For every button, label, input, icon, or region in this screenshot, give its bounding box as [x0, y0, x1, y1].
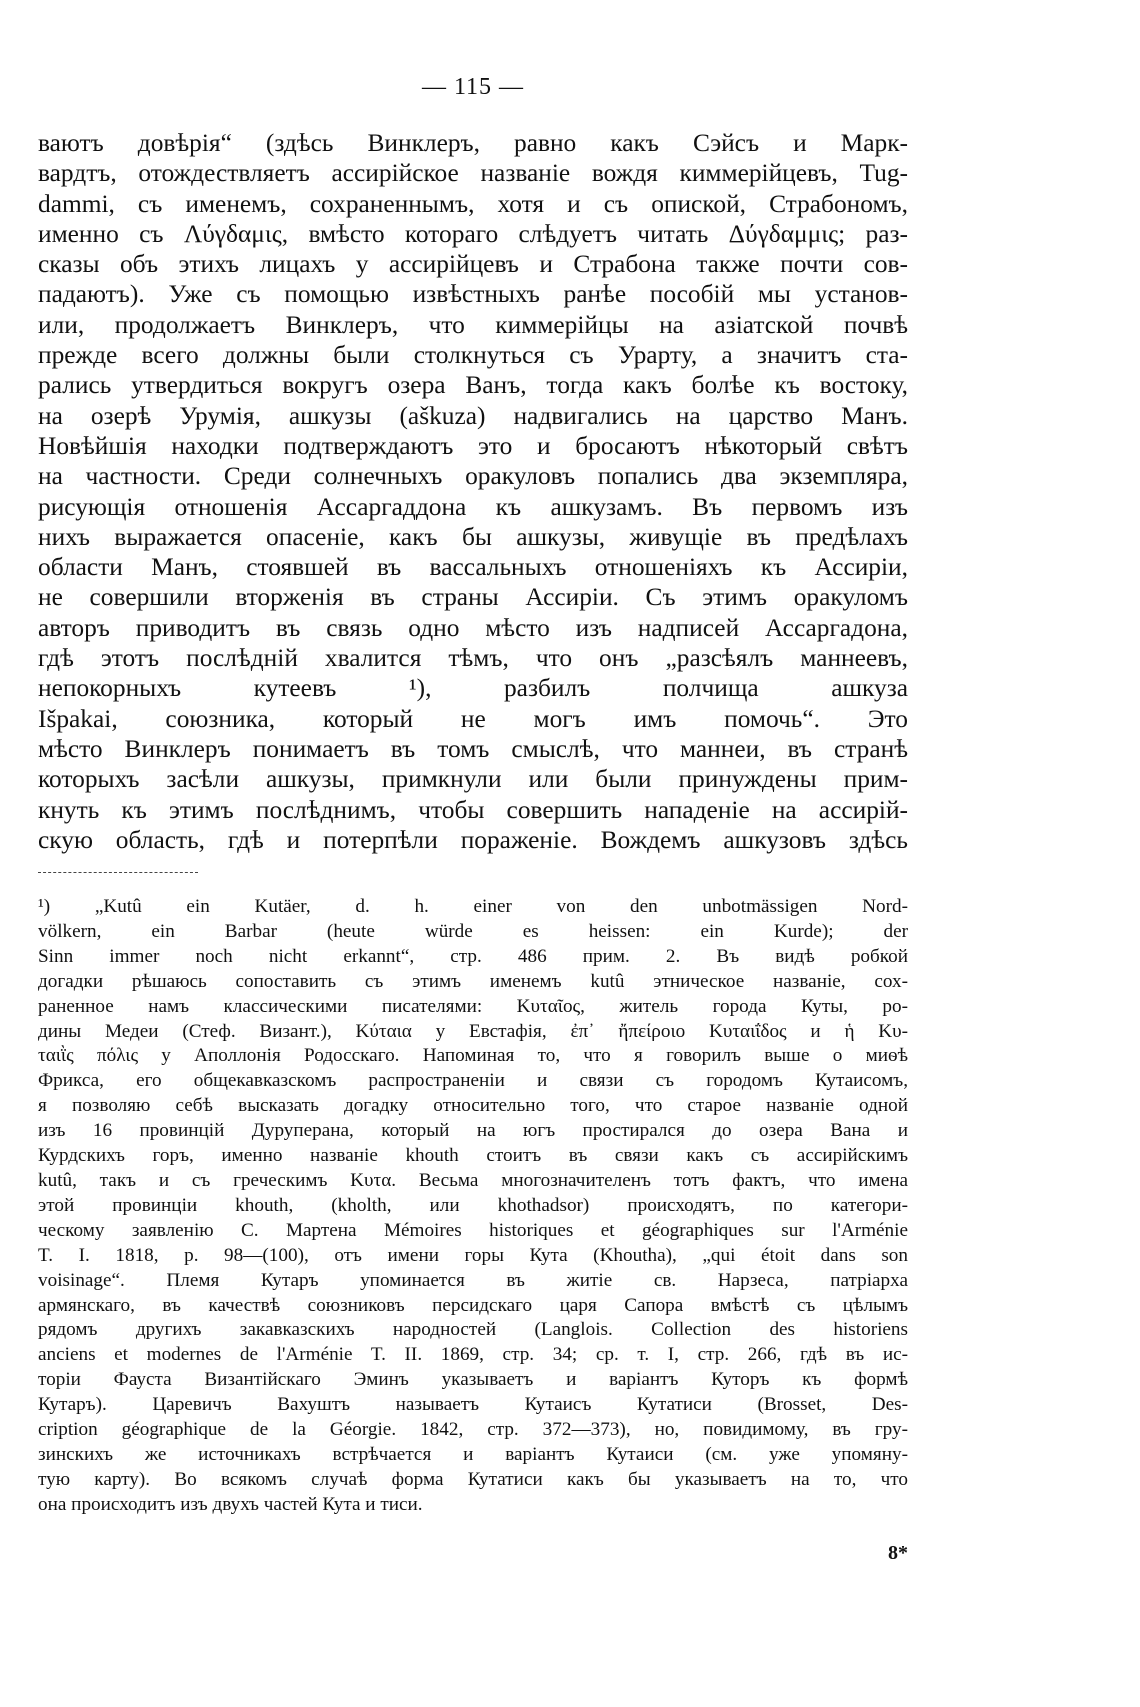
footnote-line: ческому заявленію C. Мартена Mémoires historiques et géographiques sur l'Arménie: [38, 1219, 908, 1241]
main-line: на частности. Среди солнечныхъ оракуловъ попались два экземпляра,: [38, 462, 908, 491]
footnote-line: раненное намъ классическими писателями: Κυταῖος, житель города Куты, ро-: [38, 995, 908, 1017]
footnote-line: T. I. 1818, p. 98—(100), отъ имени горы Кута (Khoutha), „qui étoit dans son: [38, 1244, 908, 1266]
footnote-line: тую карту). Во всякомъ случаѣ форма Кутатиси какъ бы указываетъ на то, что: [38, 1468, 908, 1490]
main-line: непокорныхъ кутеевъ ¹), разбилъ полчища ашкуза: [38, 674, 908, 703]
main-line: Новѣйшія находки подтверждаютъ это и бросаютъ нѣкоторый свѣтъ: [38, 431, 908, 460]
main-line: не совершили вторженія въ страны Ассиріи. Съ этимъ оракуломъ: [38, 583, 908, 612]
footnote-line: anciens et modernes de l'Arménie T. II. 1869, стр. 34; ср. т. I, стр. 266, гдѣ въ ис-: [38, 1344, 908, 1366]
main-line: мѣсто Винклеръ понимаетъ въ томъ смыслѣ, что маннеи, въ странѣ: [38, 734, 908, 763]
footnote-line: этой провинціи khouth, (kholth, или khothadsor) происходятъ, по категори-: [38, 1194, 908, 1216]
main-line: или, продолжаетъ Винклеръ, что киммерійцы на азіатской почвѣ: [38, 310, 908, 339]
main-line: вардтъ, отождествляетъ ассирійское названіе вождя киммерійцевъ, Tug-: [38, 159, 908, 188]
book-page: [38, 0, 908, 1707]
footnote-line: Курдскихъ горъ, именно названіе khouth стоитъ въ связи какъ съ ассирійскимъ: [38, 1145, 908, 1167]
footnote-line: Кутаръ). Царевичъ Вахуштъ называетъ Кутаисъ Кутатиси (Brosset, Des-: [38, 1394, 908, 1416]
footnote-line: ταιῒς πόλις у Аполлонія Родосскаго. Напоминая то, что я говорилъ выше о миѳѣ: [38, 1045, 908, 1067]
main-line: области Манъ, стоявшей въ вассальныхъ отношеніяхъ къ Ассиріи,: [38, 553, 908, 582]
page-number: — 115 —: [421, 74, 525, 100]
footnote-line: торіи Фауста Византійскаго Эминъ указываетъ и варіантъ Куторъ къ формѣ: [38, 1369, 908, 1391]
main-line: прежде всего должны были столкнуться съ Урарту, а значитъ ста-: [38, 341, 908, 370]
footnote-line: зинскихъ же источникахъ встрѣчается и варіантъ Кутаиси (см. уже упомяну-: [38, 1443, 908, 1465]
footnote-line: рядомъ другихъ закавказскихъ народностей (Langlois. Collection des historiens: [38, 1319, 908, 1341]
main-line: кнуть къ этимъ послѣднимъ, чтобы совершить нападеніе на ассирій-: [38, 795, 908, 824]
footnote-line: cription géographique de la Géorgie. 1842, стр. 372—373), но, повидимому, въ гру-: [38, 1419, 908, 1441]
footnote-line: Фрикса, его общекавказскомъ распространеніи и связи съ городомъ Кутаисомъ,: [38, 1070, 908, 1092]
main-line: которыхъ засѣли ашкузы, примкнули или были принуждены прим-: [38, 765, 908, 794]
main-line: dammi, съ именемъ, сохраненнымъ, хотя и съ опиской, Страбономъ,: [38, 189, 908, 218]
main-line: сказы объ этихъ лицахъ у ассирійцевъ и Страбона также почти сов-: [38, 250, 908, 279]
footnote-line: изъ 16 провинцій Дуруперана, который на югъ простирался до озера Вана и: [38, 1120, 908, 1142]
main-line: именно съ Λύγδαμις, вмѣсто котораго слѣдуетъ читать Δύγδαμμις; раз-: [38, 219, 908, 248]
main-line: Išpakai, союзника, который не могъ имъ помочь“. Это: [38, 704, 908, 733]
footnote-line: дины Медеи (Стеф. Визант.), Κύταια у Евстафія, ἐπ᾽ ἤπείροιο Κυταιΐδος и ἡ Κυ-: [38, 1020, 908, 1042]
footnote-line: догадки рѣшаюсь сопоставить съ этимъ именемъ kutû этническое названіе, сох-: [38, 970, 908, 992]
footnote-line: völkern, ein Barbar (heute würde es heissen: ein Kurde); der: [38, 920, 908, 942]
footnote-line: она происходитъ изъ двухъ частей Кута и тиси.: [38, 1493, 423, 1515]
main-text: [38, 128, 908, 855]
footnote-line: армянскаго, въ качествѣ союзниковъ персидскаго царя Сапора вмѣстѣ съ цѣлымъ: [38, 1294, 908, 1316]
footnote-line: ¹) „Kutû ein Kutäer, d. h. einer von den unbotmässigen Nord-: [38, 896, 908, 917]
main-line: на озерѣ Урумія, ашкузы (aškuza) надвигались на царство Манъ.: [38, 401, 908, 430]
main-line: авторъ приводитъ въ связь одно мѣсто изъ надписей Ассаргадона,: [38, 613, 908, 642]
main-line: рались утвердиться вокругъ озера Ванъ, тогда какъ болѣе къ востоку,: [38, 371, 908, 400]
footnote-line: voisinage“. Племя Кутаръ упоминается въ житіе св. Нарзеса, патріарха: [38, 1269, 908, 1291]
main-line: рисующія отношенія Ассаргаддона къ ашкузамъ. Въ первомъ изъ: [38, 492, 908, 521]
main-line: ваютъ довѣрія“ (здѣсь Винклеръ, равно какъ Сэйсъ и Марк-: [38, 129, 908, 157]
footnote-line: kutû, такъ и съ греческимъ Κυτα. Весьма многозначителенъ тотъ фактъ, что имена: [38, 1169, 908, 1191]
footnote-divider: [38, 872, 198, 873]
main-line: нихъ выражается опасеніе, какъ бы ашкузы, живущіе въ предѣлахъ: [38, 522, 908, 551]
main-line: скую область, гдѣ и потерпѣли пораженіе. Вождемъ ашкузовъ здѣсь: [38, 825, 908, 854]
footnote-line: Sinn immer noch nicht erkannt“, стр. 486 прим. 2. Въ видѣ робкой: [38, 945, 908, 967]
main-line: гдѣ этотъ послѣдній хвалится тѣмъ, что онъ „разсѣялъ маннеевъ,: [38, 644, 908, 673]
footnote: [38, 895, 908, 1518]
main-line: падаютъ). Уже съ помощью извѣстныхъ ранѣе пособій мы установ-: [38, 280, 908, 309]
signature-mark: 8*: [888, 1542, 908, 1564]
footnote-line: я позволяю себѣ высказать догадку относительно того, что старое названіе одной: [38, 1095, 908, 1117]
